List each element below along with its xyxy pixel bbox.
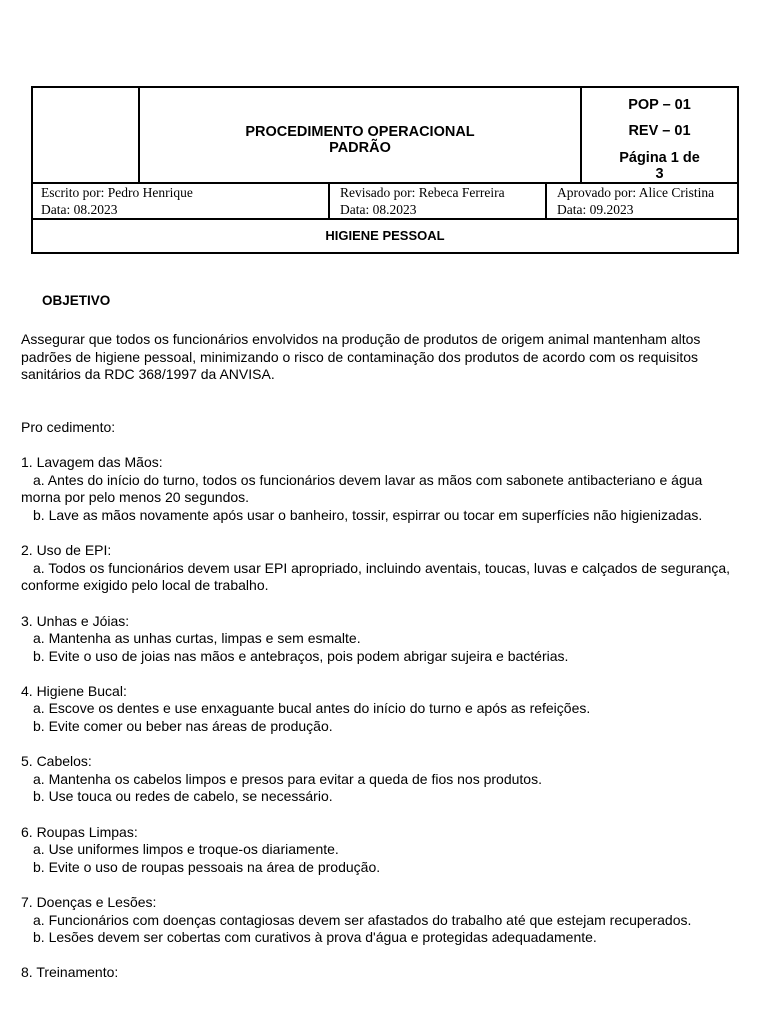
page-number-line1: Página 1 de — [619, 150, 700, 166]
section-item — [21, 648, 751, 666]
objective-line: Assegurar que todos os funcionários envolvidos na produção de produtos de origem animal mantenham altos — [21, 331, 701, 347]
approved-date: Data: 09.2023 — [557, 202, 634, 217]
section-item — [21, 912, 751, 930]
written-date: Data: 08.2023 — [41, 202, 118, 217]
section-item-line: conforme exigido pelo local de trabalho. — [21, 577, 269, 594]
section-item — [21, 630, 751, 648]
procedure-heading: Pro cedimento: — [21, 418, 116, 435]
document-meta-cell — [582, 88, 737, 182]
revision-code: REV – 01 — [628, 123, 691, 139]
section-item — [21, 788, 751, 806]
title-cell — [140, 88, 582, 182]
pop-code: POP – 01 — [628, 97, 691, 113]
section-item — [21, 771, 751, 789]
procedure-section — [21, 613, 751, 666]
section-title: 6. Roupas Limpas: — [21, 823, 138, 840]
section-item — [21, 929, 751, 947]
header-top-row — [33, 88, 737, 184]
section-item-line: a. Antes do início do turno, todos os funcionários devem lavar as mãos com sabonete antibacteriano e água — [33, 471, 703, 488]
section-title: 2. Uso de EPI: — [21, 542, 112, 559]
document-title-line1: PROCEDIMENTO OPERACIONAL — [245, 124, 475, 140]
section-item — [21, 718, 751, 736]
reviewed-by: Revisado por: Rebeca Ferreira — [340, 185, 505, 200]
section-title: 1. Lavagem das Mãos: — [21, 454, 163, 471]
section-title: 5. Cabelos: — [21, 753, 92, 770]
section-item-line: a. Use uniformes limpos e troque-os diariamente. — [33, 841, 339, 858]
page-number-line2: 3 — [655, 166, 664, 182]
section-item-line: a. Funcionários com doenças contagiosas devem ser afastados do trabalho até que estejam recuperados. — [33, 911, 692, 928]
procedure-section — [21, 894, 751, 947]
document-header-table — [31, 86, 739, 254]
section-item — [21, 507, 751, 525]
procedure-sections — [21, 454, 751, 982]
objective-line: padrões de higiene pessoal, minimizando o risco de contaminação dos produtos de acordo com os requisitos — [21, 348, 699, 365]
document-title-line2: PADRÃO — [329, 140, 391, 156]
written-by: Escrito por: Pedro Henrique — [41, 185, 193, 200]
procedure-section — [21, 964, 751, 982]
reviewed-by-cell — [330, 184, 547, 218]
objective-heading: OBJETIVO — [42, 293, 111, 308]
procedure-section — [21, 683, 751, 736]
reviewed-date: Data: 08.2023 — [340, 202, 417, 217]
document-body — [21, 331, 751, 982]
section-item-line: b. Lesões devem ser cobertas com curativos à prova d'água e protegidas adequadamente. — [33, 929, 597, 946]
procedure-section — [21, 824, 751, 877]
section-item-line: a. Mantenha as unhas curtas, limpas e sem esmalte. — [33, 630, 361, 647]
procedure-section — [21, 753, 751, 806]
logo-cell — [33, 88, 140, 182]
approved-by-cell — [547, 184, 737, 218]
section-item-line: a. Mantenha os cabelos limpos e presos para evitar a queda de fios nos produtos. — [33, 770, 542, 787]
section-title: 3. Unhas e Jóias: — [21, 612, 130, 629]
section-item-line: b. Evite o uso de roupas pessoais na área de produção. — [33, 858, 381, 875]
objective-text — [21, 331, 751, 384]
section-item — [21, 859, 751, 877]
section-item-line: a. Escove os dentes e use enxaguante bucal antes do início do turno e após as refeições. — [33, 700, 591, 717]
page-number — [606, 150, 713, 182]
section-title: 4. Higiene Bucal: — [21, 682, 127, 699]
section-item — [21, 700, 751, 718]
procedure-section — [21, 542, 751, 595]
objective-line: sanitários da RDC 368/1997 da ANVISA. — [21, 366, 275, 383]
section-item-line: b. Use touca ou redes de cabelo, se necessário. — [33, 788, 333, 805]
section-title: 8. Treinamento: — [21, 964, 119, 981]
section-item-line: b. Evite o uso de joias nas mãos e antebraços, pois podem abrigar sujeira e bactérias. — [33, 647, 569, 664]
document-subject: HIGIENE PESSOAL — [325, 228, 445, 243]
header-signoff-row — [33, 184, 737, 220]
section-item-line: a. Todos os funcionários devem usar EPI apropriado, incluindo aventais, toucas, luvas e calçados de segurança, — [33, 559, 731, 576]
section-item — [21, 472, 751, 507]
section-item-line: morna por pelo menos 20 segundos. — [21, 489, 250, 506]
section-item-line: b. Lave as mãos novamente após usar o banheiro, tossir, espirrar ou tocar em superfícies não higienizadas. — [33, 506, 703, 523]
procedure-section — [21, 454, 751, 524]
section-item — [21, 841, 751, 859]
section-item-line: b. Evite comer ou beber nas áreas de produção. — [33, 718, 333, 735]
section-item — [21, 560, 751, 595]
approved-by: Aprovado por: Alice Cristina — [557, 185, 715, 200]
written-by-cell — [33, 184, 330, 218]
section-title: 7. Doenças e Lesões: — [21, 894, 157, 910]
